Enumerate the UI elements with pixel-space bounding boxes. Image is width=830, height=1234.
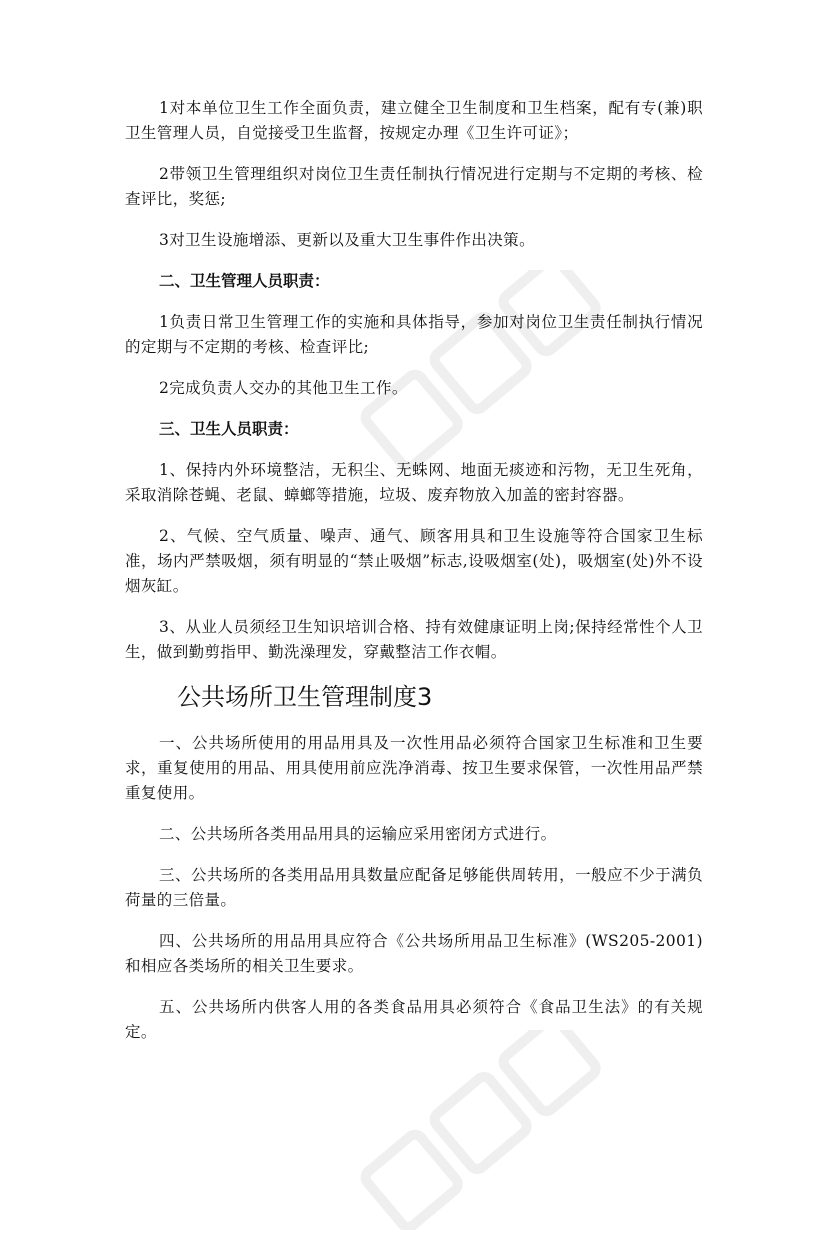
paragraph: 四、公共场所的用品用具应符合《公共场所用品卫生标准》(WS205-2001)和相应各类场所的相关卫生要求。	[125, 932, 703, 975]
paragraph: 1、保持内外环境整洁，无积尘、无蛛网、地面无痰迹和污物，无卫生死角，采取消除苍蝇、老鼠、蟑螂等措施，垃圾、废弃物放入加盖的密封容器。	[125, 461, 703, 504]
paragraph: 2带领卫生管理组织对岗位卫生责任制执行情况进行定期与不定期的考核、检查评比，奖惩;	[125, 165, 703, 208]
paragraph: 二、公共场所各类用品用具的运输应采用密闭方式进行。	[159, 825, 557, 843]
section-heading-manager-duties: 二、卫生管理人员职责：	[159, 272, 330, 290]
paragraph: 三、公共场所的各类用品用具数量应配备足够能供周转用，一般应不少于满负荷量的三倍量。	[125, 866, 703, 909]
paragraph: 3、从业人员须经卫生知识培训合格、持有效健康证明上岗;保持经常性个人卫生，做到勤剪指甲、勤洗澡理发，穿戴整洁工作衣帽。	[125, 618, 703, 661]
document-title: 公共场所卫生管理制度3	[177, 683, 433, 711]
paragraph: 1对本单位卫生工作全面负责，建立健全卫生制度和卫生档案，配有专(兼)职卫生管理人员，自觉接受卫生监督，按规定办理《卫生许可证》；	[125, 99, 703, 142]
paragraph: 一、公共场所使用的用品用具及一次性用品必须符合国家卫生标准和卫生要求，重复使用的用品、用具使用前应洗净消毒、按卫生要求保管，一次性用品严禁重复使用。	[125, 734, 703, 802]
section-heading-staff-duties: 三、卫生人员职责：	[159, 420, 299, 438]
paragraph: 2、气候、空气质量、噪声、通气、顾客用具和卫生设施等符合国家卫生标准，场内严禁吸烟，须有明显的“禁止吸烟”标志,设吸烟室(处)，吸烟室(处)外不设烟灰缸。	[125, 527, 703, 595]
paragraph: 3对卫生设施增添、更新以及重大卫生事件作出决策。	[159, 231, 535, 249]
paragraph: 1负责日常卫生管理工作的实施和具体指导，参加对岗位卫生责任制执行情况的定期与不定期的考核、检查评比;	[125, 313, 703, 356]
document-body	[125, 96, 703, 1061]
paragraph: 2完成负责人交办的其他卫生工作。	[159, 379, 408, 397]
paragraph: 五、公共场所内供客人用的各类食品用具必须符合《食品卫生法》的有关规定。	[125, 998, 703, 1041]
